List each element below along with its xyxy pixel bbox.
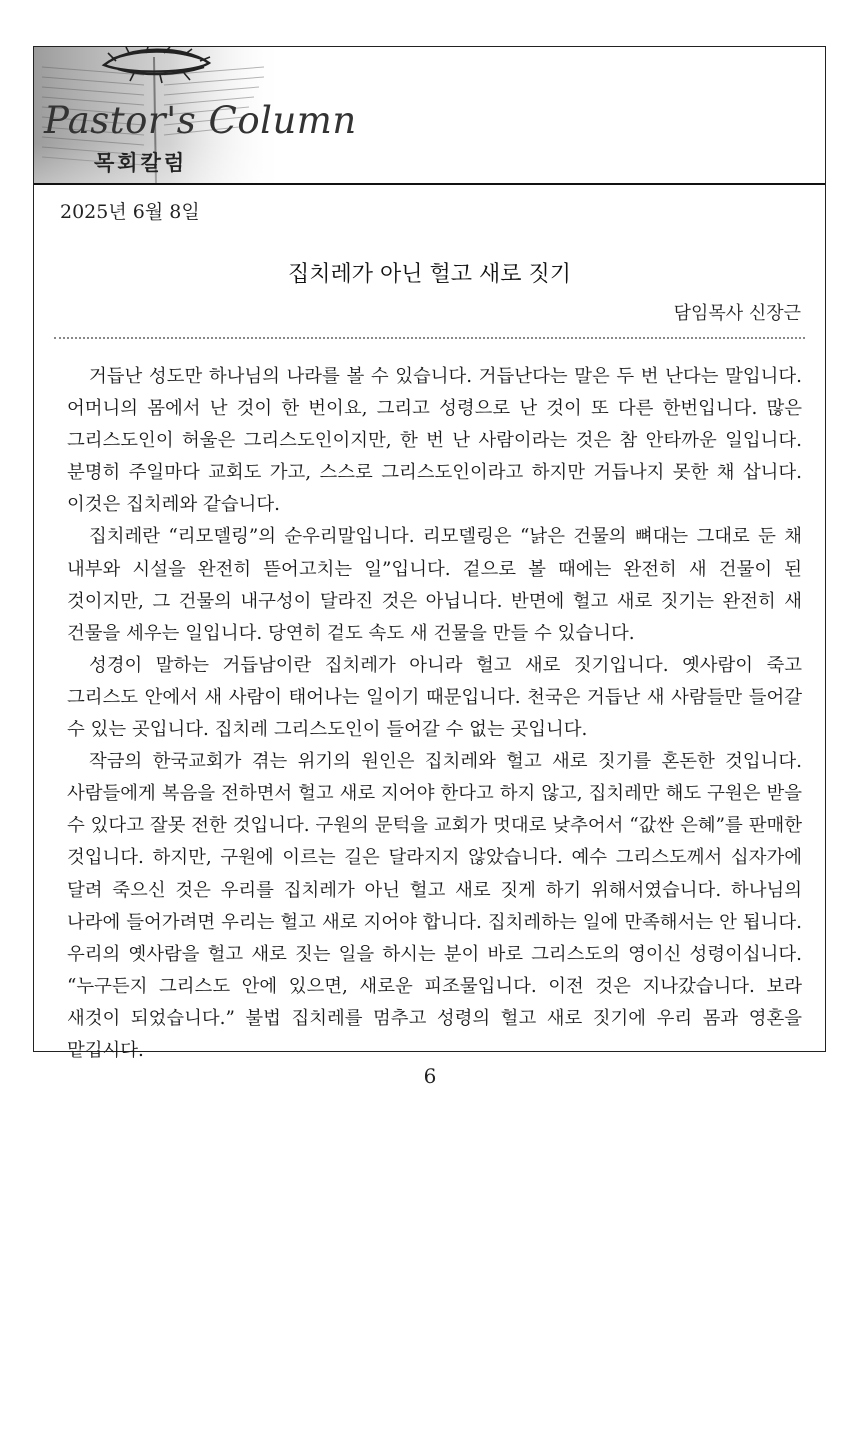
paragraph: 집치레란 “리모델링”의 순우리말입니다. 리모델링은 “낡은 건물의 뼈대는 그대로 둔 채 내부와 시설을 완전히 뜯어고치는 일”입니다. 겉으로 볼 때에는 완전히 새 건물이 된 것이지만, 그 건물의 내구성이 달라진 것은 아닙니다. 반면에 헐고 새로 짓기는 완전히 새 건물을 세우는 일입니다. 당연히 겉도 속도 새 건물을 만들 수 있습니다. <box>67 526 802 644</box>
paragraph: 작금의 한국교회가 겪는 위기의 원인은 집치레와 헐고 새로 짓기를 혼돈한 것입니다. 사람들에게 복음을 전하면서 헐고 새로 지어야 한다고 하지 않고, 집치레만 해도 구원은 받을 수 있다고 잘못 전한 것입니다. 구원의 문턱을 교회가 멋대로 낮추어서 “값싼 은혜”를 판매한 것입니다. 하지만, 구원에 이르는 길은 달라지지 않았습니다. 예수 그리스도께서 십자가에 달려 죽으신 것은 우리를 집치레가 아닌 헐고 새로 짓게 하기 위해서였습니다. 하나님의 나라에 들어가려면 우리는 헐고 새로 지어야 합니다. 집치레하는 일에 만족해서는 안 됩니다. 우리의 옛사람을 헐고 새로 짓는 일을 하시는 분이 바로 그리스도의 영이신 성령이십니다. “누구든지 그리스도 안에 있으면, 새로운 피조물입니다. 이전 것은 지나갔습니다. 보라 새것이 되었습니다.” 불법 집치레를 멈추고 성령의 헐고 새로 짓기에 우리 몸과 영혼을 맡깁시다. <box>67 751 802 1061</box>
brand-title-english: Pastor's Column <box>44 99 357 142</box>
paragraph: 성경이 말하는 거듭남이란 집치레가 아니라 헐고 새로 짓기입니다. 옛사람이 죽고 그리스도 안에서 새 사람이 태어나는 일이기 때문입니다. 천국은 거듭난 새 사람들만 들어갈 수 있는 곳입니다. 집치레 그리스도인이 들어갈 수 없는 곳입니다. <box>67 654 802 741</box>
column-title: 집치레가 아닌 헐고 새로 짓기 <box>288 262 571 287</box>
page-number: 6 <box>423 1064 437 1088</box>
column-body <box>67 361 802 1067</box>
column-date: 2025년 6월 8일 <box>60 201 200 223</box>
banner-divider <box>34 183 825 185</box>
paragraph: 거듭난 성도만 하나님의 나라를 볼 수 있습니다. 거듭난다는 말은 두 번 난다는 말입니다. 어머니의 몸에서 난 것이 한 번이요, 그리고 성령으로 난 것이 또 다른 한번입니다. 많은 그리스도인이 허울은 그리스도인이지만, 한 번 난 사람이라는 것은 참 안타까운 일입니다. 분명히 주일마다 교회도 가고, 스스로 그리스도인이라고 하지만 거듭나지 못한 채 삽니다. 이것은 집치레와 같습니다. <box>67 366 802 516</box>
column-banner <box>34 47 825 185</box>
brand-title-korean: 목회칼럼 <box>94 150 188 175</box>
column-frame <box>33 46 826 1061</box>
dotted-divider <box>54 337 805 339</box>
column-author: 담임목사 신장근 <box>673 303 801 324</box>
